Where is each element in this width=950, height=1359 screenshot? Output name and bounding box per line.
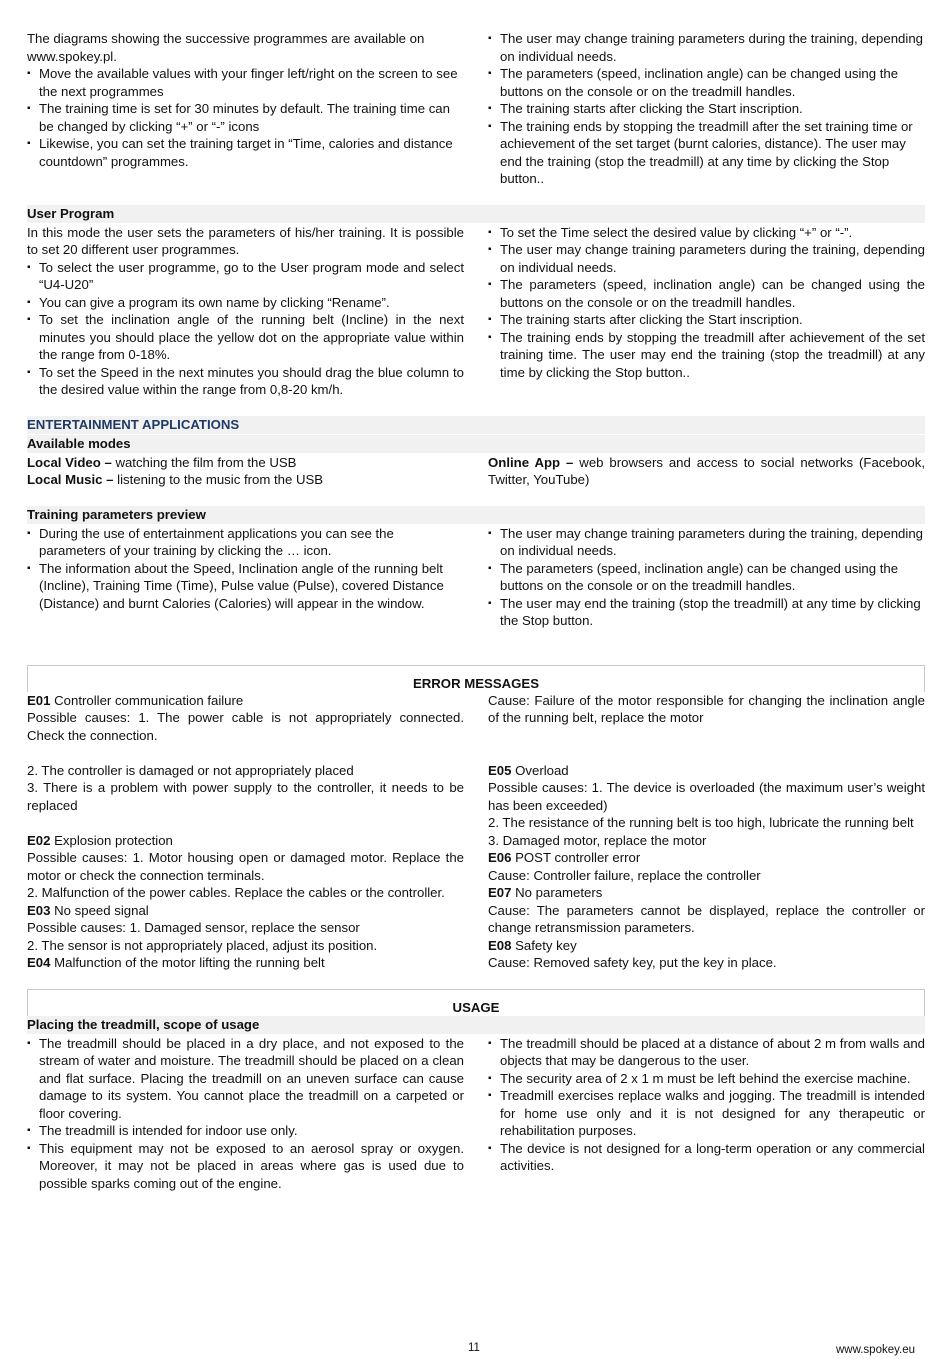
- list-item: ▪ The user may change training parameters during the training, depending on individual needs.: [488, 525, 925, 560]
- subsection-heading: Placing the treadmill, scope of usage: [27, 1016, 925, 1034]
- list-item: ▪ To set the inclination angle of the running belt (Incline) in the next minutes you should place the yellow dot on the appropriate value within the range from 0-18%.: [27, 311, 464, 364]
- list-item: ▪ To set the Time select the desired value by clicking “+” or “-”.: [488, 224, 925, 242]
- list-item: ▪ To select the user programme, go to the User program mode and select “U4-U20”: [27, 259, 464, 294]
- list-item: ▪ The security area of 2 x 1 m must be left behind the exercise machine.: [488, 1070, 925, 1088]
- error-e05-cause: Possible causes: 1. The device is overloaded (the maximum user’s weight has been exceeded): [488, 780, 925, 813]
- list-item: ▪ The treadmill should be placed in a dry place, and not exposed to the stream of water and moisture. The treadmill should be placed on a clean and flat surface. Placing the treadmill on an uneven surface can cause damage to its system. You cannot place the treadmill on a carpeted or floor covering.: [27, 1035, 464, 1123]
- user-program-left-list: [27, 259, 464, 399]
- list-item: ▪ The user may change training parameters during the training, depending on individual needs.: [488, 241, 925, 276]
- error-e03-cause: 2. The sensor is not appropriately placed, adjust its position.: [27, 937, 378, 953]
- list-item: ▪ You can give a program its own name by clicking “Rename”.: [27, 294, 464, 312]
- error-messages-section: [27, 665, 925, 972]
- list-item: ▪ To set the Speed in the next minutes you should drag the blue column to the desired value within the range from 0,8-20 km/h.: [27, 364, 464, 399]
- list-item: ▪ The device is not designed for a long-term operation or any commercial activities.: [488, 1140, 925, 1175]
- usage-right-list: [488, 1035, 925, 1175]
- list-item: ▪ The information about the Speed, Inclination angle of the running belt (Incline), Training Time (Time), Pulse value (Pulse), covered Distance (Distance) and burnt Calories (Calories) will appear in the window.: [27, 560, 464, 613]
- online-app-line: Online App – web browsers and access to social networks (Facebook, Twitter, YouTube): [488, 454, 925, 487]
- user-program-intro: In this mode the user sets the parameters of his/her training. It is possible to set 20 different user programmes.: [27, 224, 464, 257]
- list-item: ▪ The parameters (speed, inclination angle) can be changed using the buttons on the console or on the treadmill handles.: [488, 65, 925, 100]
- programmes-intro: The diagrams showing the successive programmes are available on www.spokey.pl.: [27, 31, 425, 64]
- list-item: ▪ Move the available values with your finger left/right on the screen to see the next programmes: [27, 65, 464, 100]
- list-item: ▪ The treadmill should be placed at a distance of about 2 m from walls and objects that may be dangerous to the user.: [488, 1035, 925, 1070]
- section-heading: User Program: [27, 205, 925, 223]
- list-item: ▪ The user may change training parameters during the training, depending on individual needs.: [488, 30, 925, 65]
- list-item: ▪ Treadmill exercises replace walks and jogging. The treadmill is intended for home use only and it is not designed for any therapeutic or rehabilitation purposes.: [488, 1087, 925, 1140]
- error-e02-cause: Possible causes: 1. Motor housing open or damaged motor. Replace the motor or check the connection terminals.: [27, 850, 464, 883]
- programmes-left-list: [27, 65, 464, 170]
- usage-section: [27, 989, 925, 1193]
- error-e07-title: E07 No parameters: [488, 885, 603, 900]
- error-e04-cause: Cause: Failure of the motor responsible for changing the inclination angle of the running belt, replace the motor: [488, 692, 925, 725]
- error-e03-title: E03 No speed signal: [27, 902, 149, 918]
- section-heading: ENTERTAINMENT APPLICATIONS: [27, 416, 925, 434]
- local-music-line: Local Music – listening to the music from the USB: [27, 472, 324, 487]
- error-e02-title: E02 Explosion protection: [27, 832, 173, 848]
- section-heading: ERROR MESSAGES: [27, 665, 925, 692]
- error-e01-title: E01 Controller communication failure: [27, 692, 244, 708]
- page-number: 11: [468, 1342, 480, 1354]
- error-e05-title: E05 Overload: [488, 762, 569, 778]
- programmes-section: [27, 30, 925, 188]
- training-preview-section: [27, 506, 925, 630]
- user-program-section: [27, 205, 925, 399]
- error-e06-cause: Cause: Controller failure, replace the controller: [488, 867, 761, 883]
- section-heading: Training parameters preview: [27, 506, 925, 524]
- list-item: ▪ During the use of entertainment applications you can see the parameters of your training by clicking the … icon.: [27, 525, 464, 560]
- footer-url[interactable]: www.spokey.eu: [835, 1344, 915, 1356]
- local-video-line: Local Video – watching the film from the USB: [27, 454, 297, 470]
- list-item: ▪ The treadmill is intended for indoor use only.: [27, 1122, 464, 1140]
- list-item: ▪ Likewise, you can set the training target in “Time, calories and distance countdown” programmes.: [27, 135, 464, 170]
- manual-page: [27, 30, 925, 1192]
- error-e01-cause: 3. There is a problem with power supply to the controller, it needs to be replaced: [27, 780, 464, 813]
- error-e08-cause: Cause: Removed safety key, put the key in place.: [488, 955, 777, 970]
- preview-left-list: [27, 525, 464, 613]
- subsection-heading: Available modes: [27, 435, 925, 453]
- error-e01-cause: Possible causes: 1. The power cable is not appropriately connected. Check the connection.: [27, 710, 464, 743]
- list-item: ▪ The training ends by stopping the treadmill after the set training time or achievement of the set target (burnt calories, distance). The user may end the training (stop the treadmill) at any time by clicking the Stop button..: [488, 118, 925, 188]
- error-e07-cause: Cause: The parameters cannot be displayed, replace the controller or change retransmission parameters.: [488, 902, 925, 935]
- programmes-right-list: [488, 30, 925, 188]
- error-e03-cause: Possible causes: 1. Damaged sensor, replace the sensor: [27, 920, 360, 935]
- list-item: ▪ This equipment may not be exposed to an aerosol spray or oxygen. Moreover, it may not be placed in areas where gas is used due to possible sparks coming out of the engine.: [27, 1140, 464, 1193]
- error-e08-title: E08 Safety key: [488, 937, 577, 953]
- error-e01-cause: 2. The controller is damaged or not appropriately placed: [27, 762, 354, 778]
- section-heading: USAGE: [27, 989, 925, 1016]
- entertainment-section: [27, 416, 925, 489]
- error-e04-title: E04 Malfunction of the motor lifting the running belt: [27, 955, 325, 970]
- preview-right-list: [488, 525, 925, 630]
- list-item: ▪ The training starts after clicking the Start inscription.: [488, 100, 925, 118]
- user-program-right-list: [488, 224, 925, 382]
- error-e05-cause: 2. The resistance of the running belt is too high, lubricate the running belt: [488, 815, 914, 830]
- list-item: ▪ The parameters (speed, inclination angle) can be changed using the buttons on the console or on the treadmill handles.: [488, 276, 925, 311]
- error-e06-title: E06 POST controller error: [488, 850, 641, 865]
- list-item: ▪ The training ends by stopping the treadmill after achievement of the set training time. The user may end the training (stop the treadmill) at any time by clicking the Stop button..: [488, 329, 925, 382]
- error-e05-cause: 3. Damaged motor, replace the motor: [488, 832, 707, 848]
- list-item: ▪ The parameters (speed, inclination angle) can be changed using the buttons on the console or on the treadmill handles.: [488, 560, 925, 595]
- list-item: ▪ The training starts after clicking the Start inscription.: [488, 311, 925, 329]
- list-item: ▪ The user may end the training (stop the treadmill) at any time by clicking the Stop button.: [488, 595, 925, 630]
- error-e02-cause: 2. Malfunction of the power cables. Replace the cables or the controller.: [27, 885, 445, 900]
- usage-left-list: [27, 1035, 464, 1193]
- list-item: ▪ The training time is set for 30 minutes by default. The training time can be changed by clicking “+” or “-” icons: [27, 100, 464, 135]
